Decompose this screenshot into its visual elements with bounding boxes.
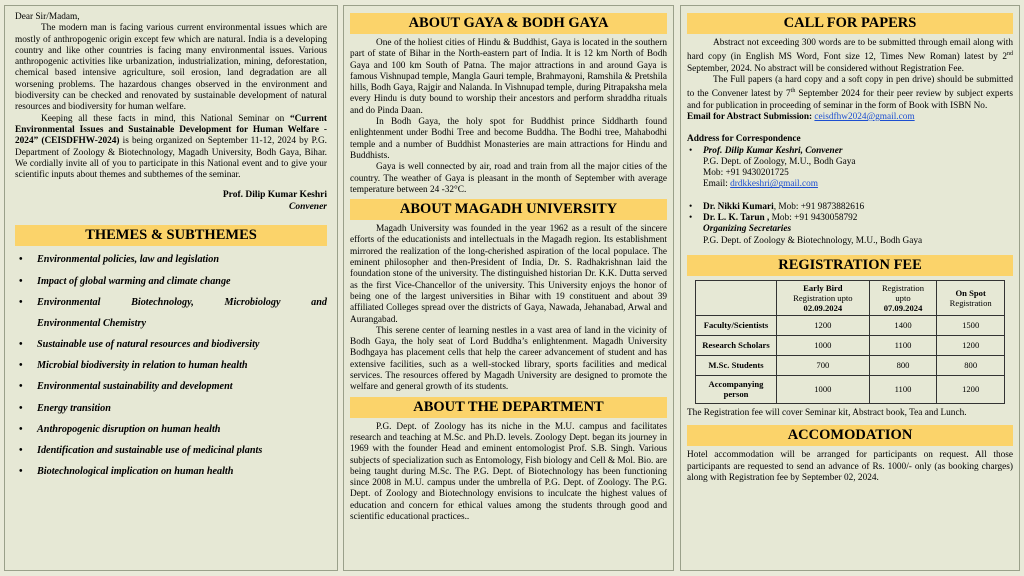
theme-item: • Sustainable use of natural resources and biodiversity [19,339,327,351]
row-label: Faculty/Scientists [696,315,777,335]
on-spot-sub: Registration [949,297,992,308]
seminar-title: “Current Environmental Issues and Sustainable Development for Human Welfare - 2024” (CEISDFHW-2024) [15,113,327,147]
cfp-heading: CALL FOR PAPERS [687,13,1013,34]
abstract-email-link[interactable]: ceisdfhw2024@gmail.com [814,111,915,122]
signature [15,190,327,213]
regular-date: 07.09.2024 [883,302,923,313]
fee-cell: 700 [777,355,870,375]
theme-item [19,297,327,330]
table-row [696,375,1005,403]
theme-item: • Environmental policies, law and legislation [19,254,327,266]
accommodation-text: Hotel accommodation will be arranged for participants on request. All those participants are requested to send an advance of Rs. 1000/- only (as booking charges) along with Registration fee by September 02, 2024. [687,450,1013,483]
cfp-p2-text-end: September 2024 for their peer review by subject experts and for publication in proceeding of seminar in the form of Book with ISBN No. [687,89,1013,111]
university-paragraph-1: Magadh University was founded in the year 1962 as a result of the sincere efforts of the educationists and intellectuals in the Magadh region. Its establishment mirrored the realization of the long-cherished aspiration of the local populace. The eminent philosopher and then-President of India, Dr. S. Radhakrishnan laid the foundation stone of the university. The distinguished historian Dr. K.K. Dutta served as the first Vice-Chancellor of the university. This University enjoys the honor of being one of the largest universities in Bihar with 19 constituent and about 39 affiliated Colleges spread over the districts of Gaya, Nawada, Jehanabad, Arwal and Aurangabad. [350,224,667,325]
registration-fee-table [695,280,1005,404]
cfp-p1-text: Abstract not exceeding 300 words are to be submitted through email along with hard copy (in English MS Word, Font size 12, Times New Roman) latest by 2 [687,38,1013,63]
cfp-p1-text-end: September, 2024. No abstract will be considered without Registration Fee. [687,63,964,74]
table-row [696,335,1005,355]
on-spot-header [937,280,1005,315]
signature-role: Convener [289,201,327,212]
university-paragraph-2: This serene center of learning nestles in a vast area of land in the vicinity of Bodh Gaya, the holy seat of Lord Buddha’s enlightenment. Magadh University Bodhgaya has placement cells that help the career advancement of student and has extensive facilities, such as a well-stocked library, sports facilities and medical services. The resources offered by Magadh University are designed to promote the welfare and general growth of its students. [350,325,667,393]
themes-heading: THEMES & SUBTHEMES [15,225,327,246]
secretary-1-mobile: , Mob: +91 9873882616 [773,201,865,212]
theme-item-text: • Environmental Biotechnology, Microbiology and [37,296,327,308]
secretaries-role: Organizing Secretaries [703,224,792,235]
secretary-1-name: Dr. Nikki Kumari [703,201,774,212]
theme-item: • Biotechnological implication on human health [19,466,327,478]
fee-cell: 1100 [869,335,937,355]
theme-item: • Energy transition [19,403,327,415]
row-label: M.Sc. Students [696,355,777,375]
email-line [687,112,1013,123]
correspondence-list [687,146,1013,247]
cfp-paragraph-1 [687,38,1013,75]
fee-cell: 1400 [869,315,937,335]
gaya-heading: ABOUT GAYA & BODH GAYA [350,13,667,34]
secretary-2-contact [687,213,1013,247]
gaya-paragraph-1: One of the holiest cities of Hindu & Buddhist, Gaya is located in the southern part of state of Bihar in the North-eastern part of India. It is 12 km North of Bodh Gaya and 100 km South of Patna. The major attractions in and around Gaya is famous Vishnupad temple, Mangla Gauri temple, Brahmayoni, Ramshila & Pretshila hills, Bodh Gaya, Rajgir and Nalanda. In Vishnupad temple, during Pitrapaksha mela every Hindu is duty bound to worship their ancestors and perform shraddha rituals and do Pinda Daan. [350,38,667,116]
regular-title: Registration [882,282,925,293]
accommodation-heading: ACCOMODATION [687,425,1013,446]
fee-cell: 1000 [777,335,870,355]
secretaries-address: P.G. Dept. of Zoology & Biotechnology, M.U., Bodh Gaya [703,235,923,246]
theme-item: • Environmental sustainability and development [19,381,327,393]
fee-cell: 1200 [937,335,1005,355]
fee-table-header-row [696,280,1005,315]
fee-table-corner [696,280,777,315]
department-heading: ABOUT THE DEPARTMENT [350,397,667,418]
row-label: Research Scholars [696,335,777,355]
convener-mobile: Mob: +91 9430201725 [703,168,789,179]
letter-panel [4,5,338,571]
about-panel [343,5,674,571]
fee-cell: 800 [869,355,937,375]
fee-cell: 1100 [869,375,937,403]
fee-cell: 1200 [777,315,870,335]
theme-item: • Microbial biodiversity in relation to human health [19,360,327,372]
convener-email-link[interactable]: drdkkeshri@gmail.com [730,179,818,190]
secretary-2-mobile: Mob: +91 9430058792 [769,213,858,224]
early-bird-header [777,280,870,315]
fee-cell: 1000 [777,375,870,403]
theme-item-text-continued: Environmental Chemistry [37,317,146,329]
fee-cell: 800 [937,355,1005,375]
cfp-p1-sup: nd [1007,51,1013,58]
table-row [696,315,1005,335]
gaya-paragraph-2: In Bodh Gaya, the holy spot for Buddhist prince Siddharth found enlightenment under Bodhi Tree and become Buddha. The Bodhi tree, Mahabodhi temple and a number of Buddhist Monasteries are main attractions for Hindu and Buddhists. [350,117,667,161]
early-bird-title: Early Bird [803,282,843,293]
cfp-paragraph-2 [687,75,1013,112]
convener-contact [687,146,1013,191]
theme-item: • Identification and sustainable use of medicinal plants [19,445,327,457]
table-row [696,355,1005,375]
info-panel [680,5,1020,571]
early-bird-date: 02.09.2024 [803,302,843,313]
secretary-1-contact [687,202,1013,213]
on-spot-title: On Spot [955,287,986,298]
department-paragraph: P.G. Dept. of Zoology has its niche in the M.U. campus and facilitates research and teaching at M.Sc. and Ph.D. levels. Zoology Dept. began its journey in 1969 with the founder Head and eminent entomologist Prof. S.B. Singh. Various subjects of specialization such as Entomology, Fish biology and Cell & Mol. Bio. are being taught during M.Sc. The P.G. Dept. of Biotechnology has been functioning since 2008 in M.U. campus under the umbrella of P.G. Dept. of Zoology. The P.G. Dept. of Zoology and Biotechnology envisions to inculcate the highest values of education and concern for ethical values among the students through good and scientific educational practices.. [350,421,667,522]
themes-list [15,254,327,478]
fee-cell: 1200 [937,375,1005,403]
registration-note: The Registration fee will cover Seminar kit, Abstract book, Tea and Lunch. [687,407,967,418]
regular-header [869,280,937,315]
university-heading: ABOUT MAGADH UNIVERSITY [350,199,667,220]
fee-cell: 1500 [937,315,1005,335]
regular-sub: upto [895,292,911,303]
secretary-2-name: Dr. L. K. Tarun , [703,213,770,224]
registration-heading: REGISTRATION FEE [687,255,1013,276]
cfp-p2-sup: th [790,88,796,95]
salutation: Dear Sir/Madam, [15,12,80,22]
para2-start: Keeping all these facts in mind, this National Seminar on [41,113,290,124]
email-label: Email for Abstract Submission: [687,111,813,122]
early-bird-sub: Registration upto [793,292,853,303]
letter-paragraph-1: The modern man is facing various current environmental issues which are mostly of anthropogenic origin except few which are natural. India is a developing country and like other countries is facing many environmental issues. Various anthropogenic activities like urbanization, industrialization, mining, deforestation, chemical based intensive agriculture, soil erosion, land degradation are all worsening problems. The hazardous changes observed in the environment and biodiversity can be checked and renovated by sustainable development of natural resources and biodiversity for human welfare. [15,23,327,113]
convener-email-label: Email: [703,179,731,190]
gaya-paragraph-3: Gaya is well connected by air, road and train from all the major cities of the country. The weather of Gaya is pleasant in the month of September with average temperature between 24 -32°C. [350,162,667,195]
cfp-p2-text: The Full papers (a hard copy and a soft copy in pen drive) should be submitted to the Convener latest by 7 [687,74,1013,100]
theme-item: • Anthropogenic disruption on human health [19,424,327,436]
signature-name: Prof. Dilip Kumar Keshri [222,190,327,201]
convener-name: Prof. Dilip Kumar Keshri, Convener [703,145,843,156]
address-heading: Address for Correspondence [687,134,801,145]
letter-paragraph-2 [15,114,327,182]
theme-item: • Impact of global warming and climate change [19,276,327,288]
convener-address: P.G. Dept. of Zoology, M.U., Bodh Gaya [703,156,856,167]
row-label: Accompanying person [696,375,777,403]
para2-end: is being organized on September 11-12, 2024 by P.G. Department of Zoology & Biotechnology, Magadh University, Bodh Gaya, Bihar. We cordially invite all of you to participate in this National event and to give your scientific inputs about themes and subthemes of the seminar. [15,136,328,181]
